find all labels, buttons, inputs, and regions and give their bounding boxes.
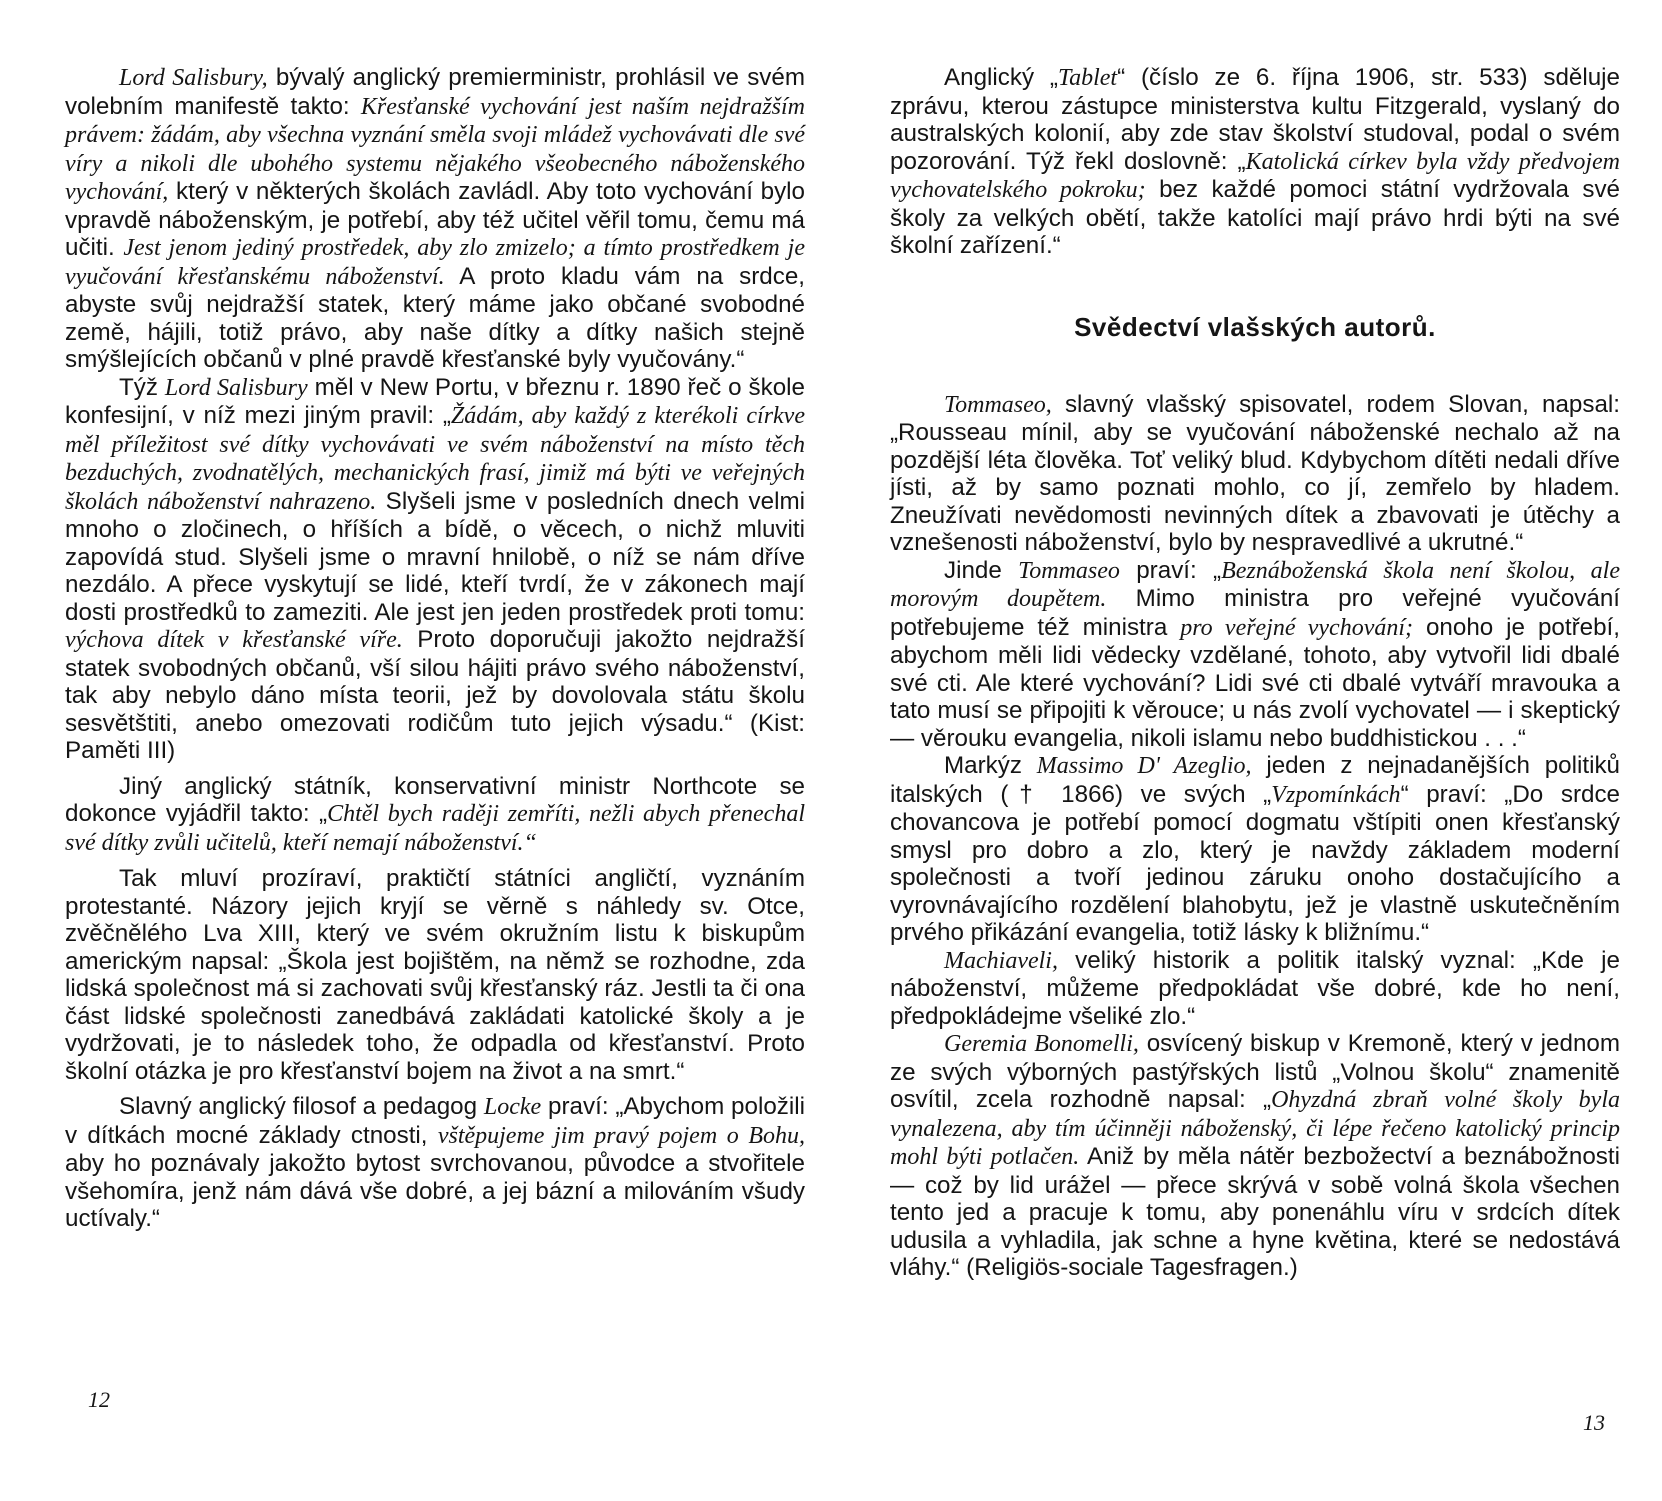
left-paragraph: Jiný anglický státník, konservativní ministr Northcote se dokonce vyjádřil takto: „Chtěl bych raději zemříti, nežli abych přenechal své dítky zvůli učitelů, kteří nemají náboženství.“ <box>65 772 805 856</box>
right-paragraph: Markýz Massimo D' Azeglio, jeden z nejnadanějších politiků italských († 1866) ve svých „Vzpomínkách“ praví: „Do srdce chovancova je potřebí pomocí dogmatu vštípiti onen křesťanský smysl pro dobro a zlo, který je navždy základem moderní společnosti a tvoří jedinou záruku onoho dostačujícího a vyrovnávajícího rozdělení blahobytu, jež je vlastně uskutečněním prvého přikázání evangelia, totiž lásky k bližnímu.“ <box>890 752 1621 946</box>
italic-text: Vzpomínkách <box>1271 781 1401 808</box>
italic-text: Beznáboženská škola není školou, ale morovým doupětem. <box>890 557 1620 612</box>
italic-text: výchova dítek v křesťanské víře. <box>65 627 403 653</box>
italic-text: Tommaseo, <box>944 391 1052 418</box>
italic-text: Locke <box>483 1094 542 1120</box>
right-paragraph: Machiaveli, veliký historik a politik italský vyznal: „Kde je náboženství, můžeme předpokládat vše dobré, kde ho není, předpokládejme všeliké zlo.“ <box>890 946 1620 1030</box>
right-paragraph: Geremia Bonomelli, osvícený biskup v Kremoně, který v jednom ze svých výborných pastýřských listů „Volnou školu“ znamenitě osvítil, zcela rozhodně napsal: „Ohyzdná zbraň volné školy byla vynalezena, aby tím účinněji náboženský, či lépe řečeno katolický princip mohl býti potlačen. Aniž by měla nátěr bezbožectví a beznábožnosti — což by lid urážel — přece skrývá v sobě volná škola všechen tento jed a pracuje k tomu, aby ponenáhlu víru v srdcích dítek udusila a vyhladila, jak schne a hyne květina, které se nedostává vláhy.“ (Religiös-sociale Tagesfragen.) <box>890 1030 1620 1281</box>
right-paragraph: Jinde Tommaseo praví: „Beznáboženská škola není školou, ale morovým doupětem. Mimo ministra pro veřejné vyučování potřebujeme též ministra pro veřejné vychování; onoho je potřebí, abychom měli lidi vědecky vzdělané, tohoto, aby vytvořil lidi dbalé své cti. Ale které vychování? Lidi své cti dbalé vytváří mravouka a tato musí se připojiti k věrouce; u nás zvolí vychovatel — i skeptický — věrouku evangelia, nikoli islamu nebo buddhistickou . . .“ <box>890 556 1620 752</box>
italic-text: pro veřejné vychování; <box>1180 614 1414 641</box>
italic-text: Jest jenom jediný prostředek, aby zlo zmizelo; a tímto prostředkem je vyučování křesťanskému náboženství. <box>65 235 805 290</box>
italic-text: Lord Salisbury, <box>119 65 268 91</box>
italic-text: Geremia Bonomelli, <box>944 1031 1139 1057</box>
italic-text: Ohyzdná zbraň volné školy byla vynalezena, aby tím účinněji náboženský, či lépe řečeno katolický princip mohl býti potlačen. <box>890 1087 1620 1170</box>
right-page <box>890 64 1620 1282</box>
italic-text: Katolická církev byla vždy předvojem vychovatelského pokroku; <box>890 148 1620 203</box>
left-paragraph: Týž Lord Salisbury měl v New Portu, v březnu r. 1890 řeč o škole konfesijní, v níž mezi jiným pravil: „Žádám, aby každý z kterékoli církve měl příležitost své dítky vychovávati ve svém náboženství na místo těch bezduchých, zvodnatělých, mechanických frasí, jimiž má býti ve veřejných školách náboženství nahrazeno. Slyšeli jsme v posledních dnech velmi mnoho o zločinech, o hříších a bídě, o věcech, o nichž mluviti zapovídá stud. Slyšeli jsme o mravní hnilobě, o níž se nám dříve nezdálo. A přece vyskytují se lidé, kteří tvrdí, že v zákonech mají dosti prostředků to zameziti. Ale jest jen jeden prostředek proti tomu: výchova dítek v křesťanské víře. Proto doporučuji jakožto nejdražší statek svobodných občanů, vší silou hájiti právo svého náboženství, tak aby nebylo dáno místa teorii, jež by dovolovala státu školu sesvětštiti, anebo omezovati rodičům tuto jejich výsadu.“ (Kist: Paměti III) <box>65 373 805 764</box>
italic-text: Žádám, aby každý z kterékoli církve měl příležitost své dítky vychovávati ve svém náboženství na místo těch bezduchých, zvodnatělých, mechanických frasí, jimiž má býti ve veřejných školách náboženství nahrazeno. <box>65 403 805 515</box>
left-paragraph: Slavný anglický filosof a pedagog Locke praví: „Abychom položili v dítkách mocné základy ctnosti, vštěpujeme jim pravý pojem o Bohu, aby ho poznávaly jakožto bytost svrchovanou, původce a stvořitele všehomíra, jenž nám dává vše dobré, a jej bázní a milováním všudy uctívaly.“ <box>65 1093 805 1232</box>
page-number-right: 13 <box>1583 1410 1605 1435</box>
section-heading: Svědectví vlašských autorů. <box>1074 311 1436 342</box>
italic-text: vštěpujeme jim pravý pojem o Bohu, <box>437 1122 805 1149</box>
left-paragraph: Lord Salisbury, bývalý anglický premierministr, prohlásil ve svém volebním manifestě takto: Křesťanské vychování jest naším nejdražším právem: žádám, aby všechna vyznání směla svoji mládež vychovávati dle své víry a nikoli dle ubohého systemu nějakého všeobecného náboženského vychování, který v některých školách zavládl. Aby toto vychování bylo vpravdě náboženským, je potřebí, aby též učitel věřil tomu, čemu má učiti. Jest jenom jediný prostředek, aby zlo zmizelo; a tímto prostředkem je vyučování křesťanskému náboženství. A proto kladu vám na srdce, abyste svůj nejdražší statek, který máme jako občané svobodné země, hájili, totiž právo, aby naše dítky a dítky našich stejně smýšlejících občanů v plné pravdě křesťanské byly vyučovány.“ <box>65 64 806 373</box>
left-page <box>65 64 805 1233</box>
italic-text: Tommaseo <box>1018 557 1120 584</box>
right-intro-paragraph: Anglický „Tablet“ (číslo ze 6. října 1906, str. 533) sděluje zprávu, kterou zástupce ministerstva kultu Fitzgerald, vyslaný do australských kolonií, aby zde stav školství studoval, podal o svém pozorování. Týž řekl doslovně: „Katolická církev byla vždy předvojem vychovatelského pokroku; bez každé pomoci státní vydržovala své školy za velkých obětí, takže katolíci mají právo hrdi býti na své školní zařízení.“ <box>890 64 1620 259</box>
italic-text: Křesťanské vychování jest naším nejdražším právem: žádám, aby všechna vyznání směla svoji mládež vychovávati dle své víry a nikoli dle ubohého systemu nějakého všeobecného náboženského vychování, <box>65 93 806 205</box>
right-paragraph: Tommaseo, slavný vlašský spisovatel, rodem Slovan, napsal: „Rousseau mínil, aby se vyučování náboženské nechalo až na pozdější léta člověka. Toť veliký blud. Kdybychom dítěti nedali dříve jísti, až by samo poznati mohlo, co jí, zemřelo by hladem. Zneužívati nevědomosti nevinných dítek a zbavovati je útěchy a vznešenosti náboženství, bylo by nespravedlivé a ukrutné.“ <box>890 390 1620 556</box>
italic-text: Tablet <box>1057 65 1118 91</box>
italic-text: Chtěl bych raději zemříti, nežli abych přenechal své dítky zvůli učitelů, kteří nemají náboženství.“ <box>65 801 805 856</box>
page-number-left: 12 <box>88 1387 110 1412</box>
italic-text: Lord Salisbury <box>164 374 308 401</box>
left-paragraph: Tak mluví prozíraví, praktičtí státníci angličtí, vyznáním protestanté. Názory jejich kryjí se věrně s náhledy sv. Otce, zvěčnělého Lva XIII, který ve svém okružním listu k biskupům americkým napsal: „Škola jest bojištěm, na němž se rozhodne, zda lidská společnost má si zachovati svůj křesťanský ráz. Jestli ta či ona část lidské společnosti zanedbává zakládati katolické školy a je vydržovati, je to následek toho, že odpadla od křesťanství. Proto školní otázka je pro křesťanství bojem na život a na smrt.“ <box>65 865 805 1085</box>
italic-text: Massimo D' Azeglio, <box>1036 753 1252 779</box>
italic-text: Machiaveli, <box>944 947 1058 974</box>
